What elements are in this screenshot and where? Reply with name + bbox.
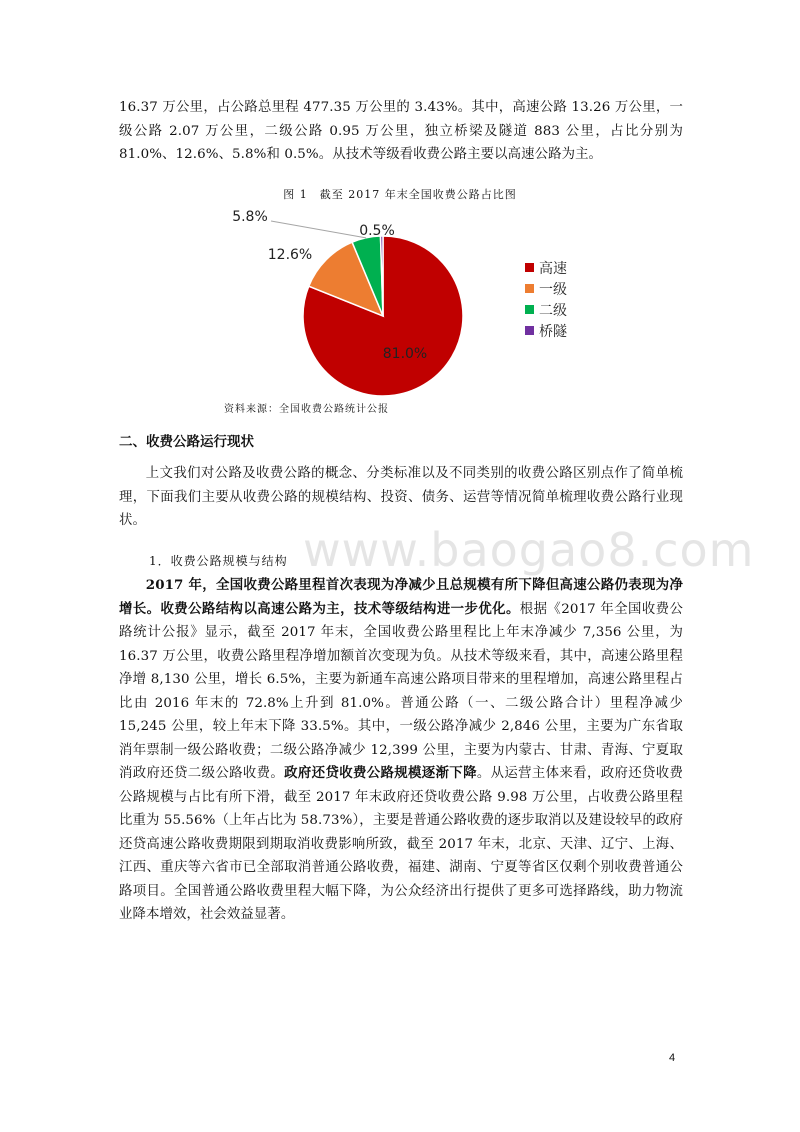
leader-line [271,221,366,238]
legend-label-3: 桥隧 [539,324,567,340]
body-bold-2: 政府还贷收费公路规模逐渐下降 [284,765,477,781]
section-intro-paragraph: 上文我们对公路及收费公路的概念、分类标准以及不同类别的收费公路区别点作了简单梳理，下面我们主要从收费公路的规模结构、投资、债务、运营等情况简单梳理收费公路行业现状。 [119,466,683,528]
data-label-3: 0.5% [359,223,395,239]
page-number: 4 [669,1052,676,1064]
body-paragraph [119,574,683,927]
data-label-1: 12.6% [267,247,313,263]
pie-chart-svg [215,203,595,403]
legend-swatch-0 [525,263,534,272]
figure-caption: 图 1 截至 2017 年末全国收费公路占比图 [283,188,517,201]
legend-swatch-2 [525,305,534,314]
legend-label-2: 二级 [539,303,567,319]
body-text-1: 根据《2017 年全国收费公路统计公报》显示，截至 2017 年末，全国收费公路里程比上年末净减少 7,356 公里，为 16.37 万公里，收费公路里程净增加额首次变现为负。从技术等级来看，其中，高速公路里程净增 8,130 公里，增长 6.5%，主要为新通车高速公路项目带来的里程增加，高速公路里程占比由 2016 年末的 72.8%上升到 81.0%。普通公路（一、二级公路合计）里程净减少 15,245 公里，较上年末下降 33.5%。其中，一级公路净减少 2,846 公里，主要为广东省取消年票制一级公路收费；二级公路净减少 12,399 公里，主要为内蒙古、甘肃、青海、宁夏取消政府还贷二级公路收费。 [119,601,683,781]
legend-label-0: 高速 [539,261,567,277]
data-label-0: 81.0% [382,346,428,362]
subsection-heading: 1．收费公路规模与结构 [149,554,288,568]
pie-chart [215,203,595,403]
watermark: www.baogao8.com [303,523,755,577]
body-text-2: 。从运营主体来看，政府还贷收费公路规模与占比有所下滑，截至 2017 年末政府还贷收费公路 9.98 万公里，占收费公路里程比重为 55.56%（上年占比为 58.73%），主要是普通公路收费的逐步取消以及建设较早的政府还贷高速公路收费期限到期取消收费影响所致，截至 2017 年末，北京、天津、辽宁、上海、江西、重庆等六省市已全部取消普通公路收费，福建、湖南、宁夏等省区仅剩个别收费普通公路项目。全国普通公路收费里程大幅下降，为公众经济出行提供了更多可选择路线，助力物流业降本增效，社会效益显著。 [119,766,684,922]
section-heading: 二、收费公路运行现状 [119,434,254,450]
legend-label-1: 一级 [539,282,567,298]
data-label-2: 5.8% [232,209,268,225]
legend-swatch-3 [525,326,534,335]
intro-paragraph: 16.37 万公里，占公路总里程 477.35 万公里的 3.43%。其中，高速公路 13.26 万公里，一级公路 2.07 万公里，二级公路 0.95 万公里，独立桥梁及隧道 883 公里，占比分别为 81.0%、12.6%、5.8%和 0.5%。从技术等级看收费公路主要以高速公路为主。 [119,100,683,162]
figure-source: 资料来源：全国收费公路统计公报 [224,404,389,415]
body-bold-lead: 2017 年，全国收费公路里程首次表现为净减少且总规模有所下降但高速公路仍表现为净增长。收费公路结构以高速公路为主，技术等级结构进一步优化。 [119,577,683,617]
legend-swatch-1 [525,284,534,293]
